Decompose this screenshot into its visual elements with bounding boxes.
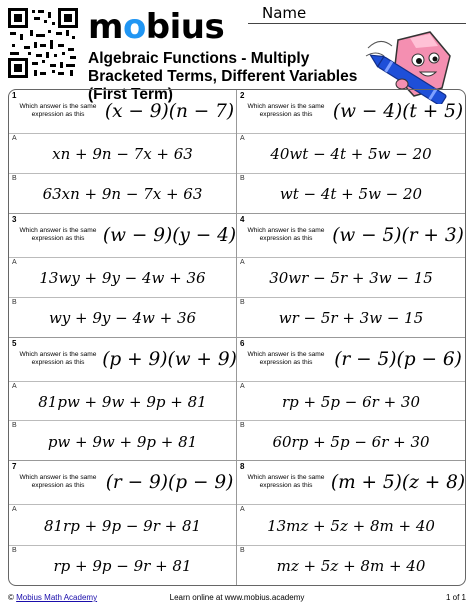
question-stem bbox=[9, 338, 236, 382]
option-text: xn + 9n − 7x + 63 bbox=[52, 145, 193, 164]
option-text: 30wr − 5r + 3w − 15 bbox=[269, 269, 433, 288]
option-text: 81rp + 9p − 9r + 81 bbox=[43, 516, 202, 535]
question-expression: (m + 5)(z + 8) bbox=[330, 472, 466, 494]
option-text: rp + 9p − 9r + 81 bbox=[53, 557, 192, 576]
answer-option-a[interactable] bbox=[9, 382, 236, 422]
option-letter: B bbox=[12, 174, 17, 182]
question-cell bbox=[9, 90, 237, 214]
answer-option-a[interactable] bbox=[237, 258, 465, 298]
question-prompt: Which answer is the same expression as this bbox=[247, 350, 325, 366]
option-letter: A bbox=[12, 258, 17, 266]
question-prompt: Which answer is the same expression as this bbox=[19, 474, 97, 490]
option-letter: B bbox=[12, 422, 17, 430]
question-number: 1 bbox=[12, 91, 17, 100]
copyright-symbol: © bbox=[8, 593, 14, 602]
question-stem bbox=[9, 214, 236, 258]
question-stem bbox=[237, 214, 465, 258]
option-letter: B bbox=[240, 174, 245, 182]
question-expression: (r − 5)(p − 6) bbox=[334, 348, 462, 370]
footer-website: Learn online at www.mobius.academy bbox=[169, 593, 305, 602]
question-stem bbox=[9, 90, 236, 134]
option-letter: B bbox=[12, 298, 17, 306]
question-number: 7 bbox=[12, 462, 17, 472]
question-cell bbox=[237, 338, 465, 462]
option-text: 13wy + 9y − 4w + 36 bbox=[39, 269, 206, 288]
answer-option-b[interactable] bbox=[237, 421, 465, 460]
question-expression: (w − 4)(t + 5) bbox=[332, 101, 464, 122]
question-expression: (x − 9)(n − 7) bbox=[104, 101, 235, 122]
question-stem bbox=[9, 461, 236, 505]
option-letter: A bbox=[240, 506, 245, 514]
question-cell bbox=[237, 90, 465, 214]
name-field-line[interactable] bbox=[248, 23, 466, 24]
answer-option-b[interactable] bbox=[237, 174, 465, 213]
option-text: 63xn + 9n − 7x + 63 bbox=[42, 185, 203, 204]
option-letter: B bbox=[240, 546, 245, 554]
question-number: 6 bbox=[240, 338, 245, 348]
option-letter: B bbox=[240, 298, 245, 306]
option-letter: A bbox=[240, 258, 245, 266]
question-expression: (w − 9)(y − 4) bbox=[102, 224, 237, 246]
option-text: 40wt − 4t + 5w − 20 bbox=[270, 145, 432, 164]
answer-option-b[interactable] bbox=[9, 421, 236, 460]
question-grid bbox=[8, 89, 466, 586]
option-text: pw + 9w + 9p + 81 bbox=[47, 432, 198, 451]
option-text: 60rp + 5p − 6r + 30 bbox=[272, 432, 430, 451]
question-stem bbox=[237, 338, 465, 382]
question-number: 3 bbox=[12, 214, 17, 224]
answer-option-a[interactable] bbox=[9, 505, 236, 545]
question-prompt: Which answer is the same expression as this bbox=[247, 474, 325, 490]
option-text: wt − 4t + 5w − 20 bbox=[279, 185, 423, 204]
name-label: Name bbox=[262, 4, 307, 22]
question-prompt: Which answer is the same expression as this bbox=[247, 103, 325, 118]
question-stem bbox=[237, 90, 465, 134]
option-text: rp + 5p − 6r + 30 bbox=[281, 392, 421, 411]
worksheet-title: Algebraic Functions - Multiply Bracketed Terms, Different Variables (First Term) bbox=[88, 50, 358, 103]
answer-option-a[interactable] bbox=[237, 505, 465, 545]
option-text: 81pw + 9w + 9p + 81 bbox=[38, 392, 207, 411]
question-prompt: Which answer is the same expression as this bbox=[19, 350, 97, 366]
option-text: mz + 5z + 8m + 40 bbox=[276, 557, 426, 576]
answer-option-b[interactable] bbox=[9, 298, 236, 337]
qr-code bbox=[8, 8, 78, 78]
option-letter: A bbox=[12, 135, 17, 142]
question-prompt: Which answer is the same expression as this bbox=[19, 103, 97, 118]
question-number: 8 bbox=[240, 462, 245, 472]
question-expression: (p + 9)(w + 9) bbox=[102, 348, 237, 370]
option-text: wr − 5r + 3w − 15 bbox=[278, 309, 424, 328]
answer-option-b[interactable] bbox=[9, 174, 236, 213]
answer-option-a[interactable] bbox=[9, 134, 236, 174]
option-text: wy + 9y − 4w + 36 bbox=[48, 309, 197, 328]
answer-option-b[interactable] bbox=[237, 546, 465, 585]
option-letter: A bbox=[12, 506, 17, 514]
answer-option-a[interactable] bbox=[237, 134, 465, 174]
mobius-logo bbox=[88, 7, 225, 47]
logo-accent-letter: o bbox=[122, 7, 146, 47]
option-letter: A bbox=[12, 382, 17, 390]
answer-option-b[interactable] bbox=[9, 546, 236, 585]
logo-text: mobius bbox=[88, 7, 225, 47]
question-number: 2 bbox=[240, 91, 245, 100]
option-letter: B bbox=[240, 422, 245, 430]
option-letter: B bbox=[12, 546, 17, 554]
question-expression: (w − 5)(r + 3) bbox=[332, 224, 464, 246]
option-letter: A bbox=[240, 135, 245, 142]
answer-option-a[interactable] bbox=[237, 382, 465, 422]
question-prompt: Which answer is the same expression as this bbox=[19, 226, 97, 242]
question-cell bbox=[237, 214, 465, 338]
option-text: 13mz + 5z + 8m + 40 bbox=[267, 516, 435, 535]
question-cell bbox=[9, 461, 237, 585]
academy-link[interactable]: Mobius Math Academy bbox=[16, 593, 98, 602]
question-prompt: Which answer is the same expression as this bbox=[247, 226, 325, 242]
question-stem bbox=[237, 461, 465, 505]
answer-option-a[interactable] bbox=[9, 258, 236, 298]
question-cell bbox=[9, 338, 237, 462]
option-letter: A bbox=[240, 382, 245, 390]
page-indicator: 1 of 1 bbox=[445, 593, 466, 602]
question-cell bbox=[9, 214, 237, 338]
answer-option-b[interactable] bbox=[237, 298, 465, 337]
question-cell bbox=[237, 461, 465, 585]
question-number: 5 bbox=[12, 338, 17, 348]
question-number: 4 bbox=[240, 214, 245, 224]
question-expression: (r − 9)(p − 9) bbox=[105, 472, 234, 494]
